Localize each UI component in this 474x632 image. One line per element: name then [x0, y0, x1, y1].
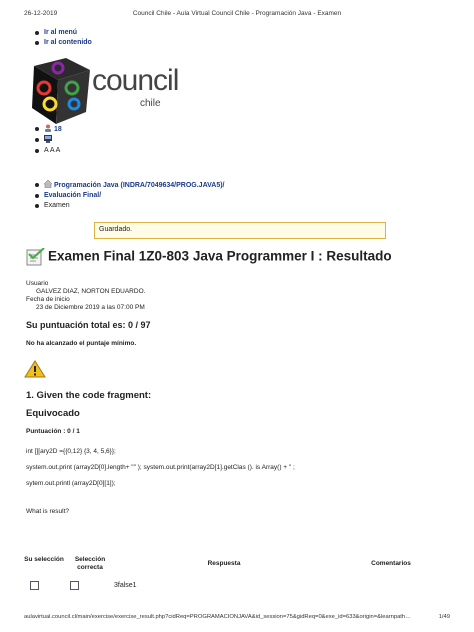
home-icon [44, 180, 52, 188]
council-logo[interactable] [28, 54, 188, 134]
answer-option: 3false1 [114, 582, 137, 589]
saved-status-box: Guardado. [94, 222, 386, 239]
selection-checkbox[interactable] [30, 581, 39, 590]
council-cube-icon [28, 54, 92, 126]
total-score: Su puntuación total es: 0 / 97 [26, 320, 151, 330]
start-label: Fecha de inicio [26, 296, 70, 303]
correct-checkbox[interactable] [70, 581, 79, 590]
skip-to-menu-link[interactable]: Ir al menú [34, 28, 92, 38]
question-prompt: What is result? [26, 508, 69, 515]
breadcrumb-course[interactable] [34, 180, 224, 191]
logo-wordmark: council [92, 64, 179, 97]
logo-subtitle: chile [140, 98, 161, 109]
breadcrumb [34, 180, 224, 211]
question-points: Puntuación : 0 / 1 [26, 428, 80, 435]
code-line: int [][ary2D ={{0,12} {3, 4, 5,6}}; [26, 448, 116, 455]
user-toolbar [34, 124, 62, 156]
breadcrumb-section-label[interactable]: Evaluación Final/ [44, 192, 102, 199]
print-title: Council Chile - Aula Virtual Council Chile - Programación Java - Examen [132, 10, 342, 17]
header-comments: Comentarios [371, 560, 411, 567]
print-url: aulavirtual.council.cl/main/exercise/exercise_result.php?cidReq=PROGRAMACIONJAVA&id_session=75&gidReq=0&exe_id=633&origin=&learnpath… [24, 614, 411, 620]
header-correct-selection: Selección correcta [74, 556, 106, 571]
start-value: 23 de Diciembre 2019 a las 07:00 PM [36, 304, 145, 311]
page-title [26, 248, 392, 266]
warning-icon [24, 360, 46, 383]
user-name: GALVEZ DIAZ, NORTON EDUARDO. [36, 288, 146, 295]
users-count: 18 [53, 126, 62, 133]
page-title-text: Examen Final 1Z0-803 Java Programmer I : Resultado [48, 248, 392, 264]
min-score-message: No ha alcanzado el puntaje mínimo. [26, 340, 137, 347]
question-result: Equivocado [26, 408, 80, 419]
breadcrumb-current-label: Examen [44, 202, 70, 209]
exam-meta [26, 280, 145, 312]
code-line: system.out.print (array2D[0].length+ "" ); system.out.print(array2D[1].getClas (). is Array() + " ; [26, 464, 295, 471]
breadcrumb-section[interactable] [34, 191, 224, 201]
font-size-item[interactable] [34, 146, 62, 156]
print-header [24, 10, 450, 20]
chat-item[interactable] [34, 135, 62, 146]
quiz-icon [26, 248, 46, 266]
print-page-number: 1/49 [438, 614, 450, 620]
chat-icon [44, 135, 52, 143]
question-title: 1. Given the code fragment: [26, 390, 152, 401]
breadcrumb-current [34, 201, 224, 211]
users-online-item[interactable] [34, 124, 62, 135]
user-label: Usuario [26, 280, 49, 287]
skip-to-content-link[interactable]: Ir al contenido [34, 38, 92, 48]
breadcrumb-course-label[interactable]: Programación Java (INDRA/7049634/PROG.JAVA5)/ [53, 182, 225, 189]
user-icon [44, 124, 52, 132]
code-line: sytem.out.printl (array2D[0][1]); [26, 480, 116, 487]
print-date: 26-12-2019 [24, 10, 58, 17]
skip-links [34, 28, 92, 48]
header-answer: Respuesta [207, 560, 241, 567]
font-size-controls[interactable]: A A A [44, 147, 61, 154]
header-your-selection: Su selección [24, 556, 64, 563]
